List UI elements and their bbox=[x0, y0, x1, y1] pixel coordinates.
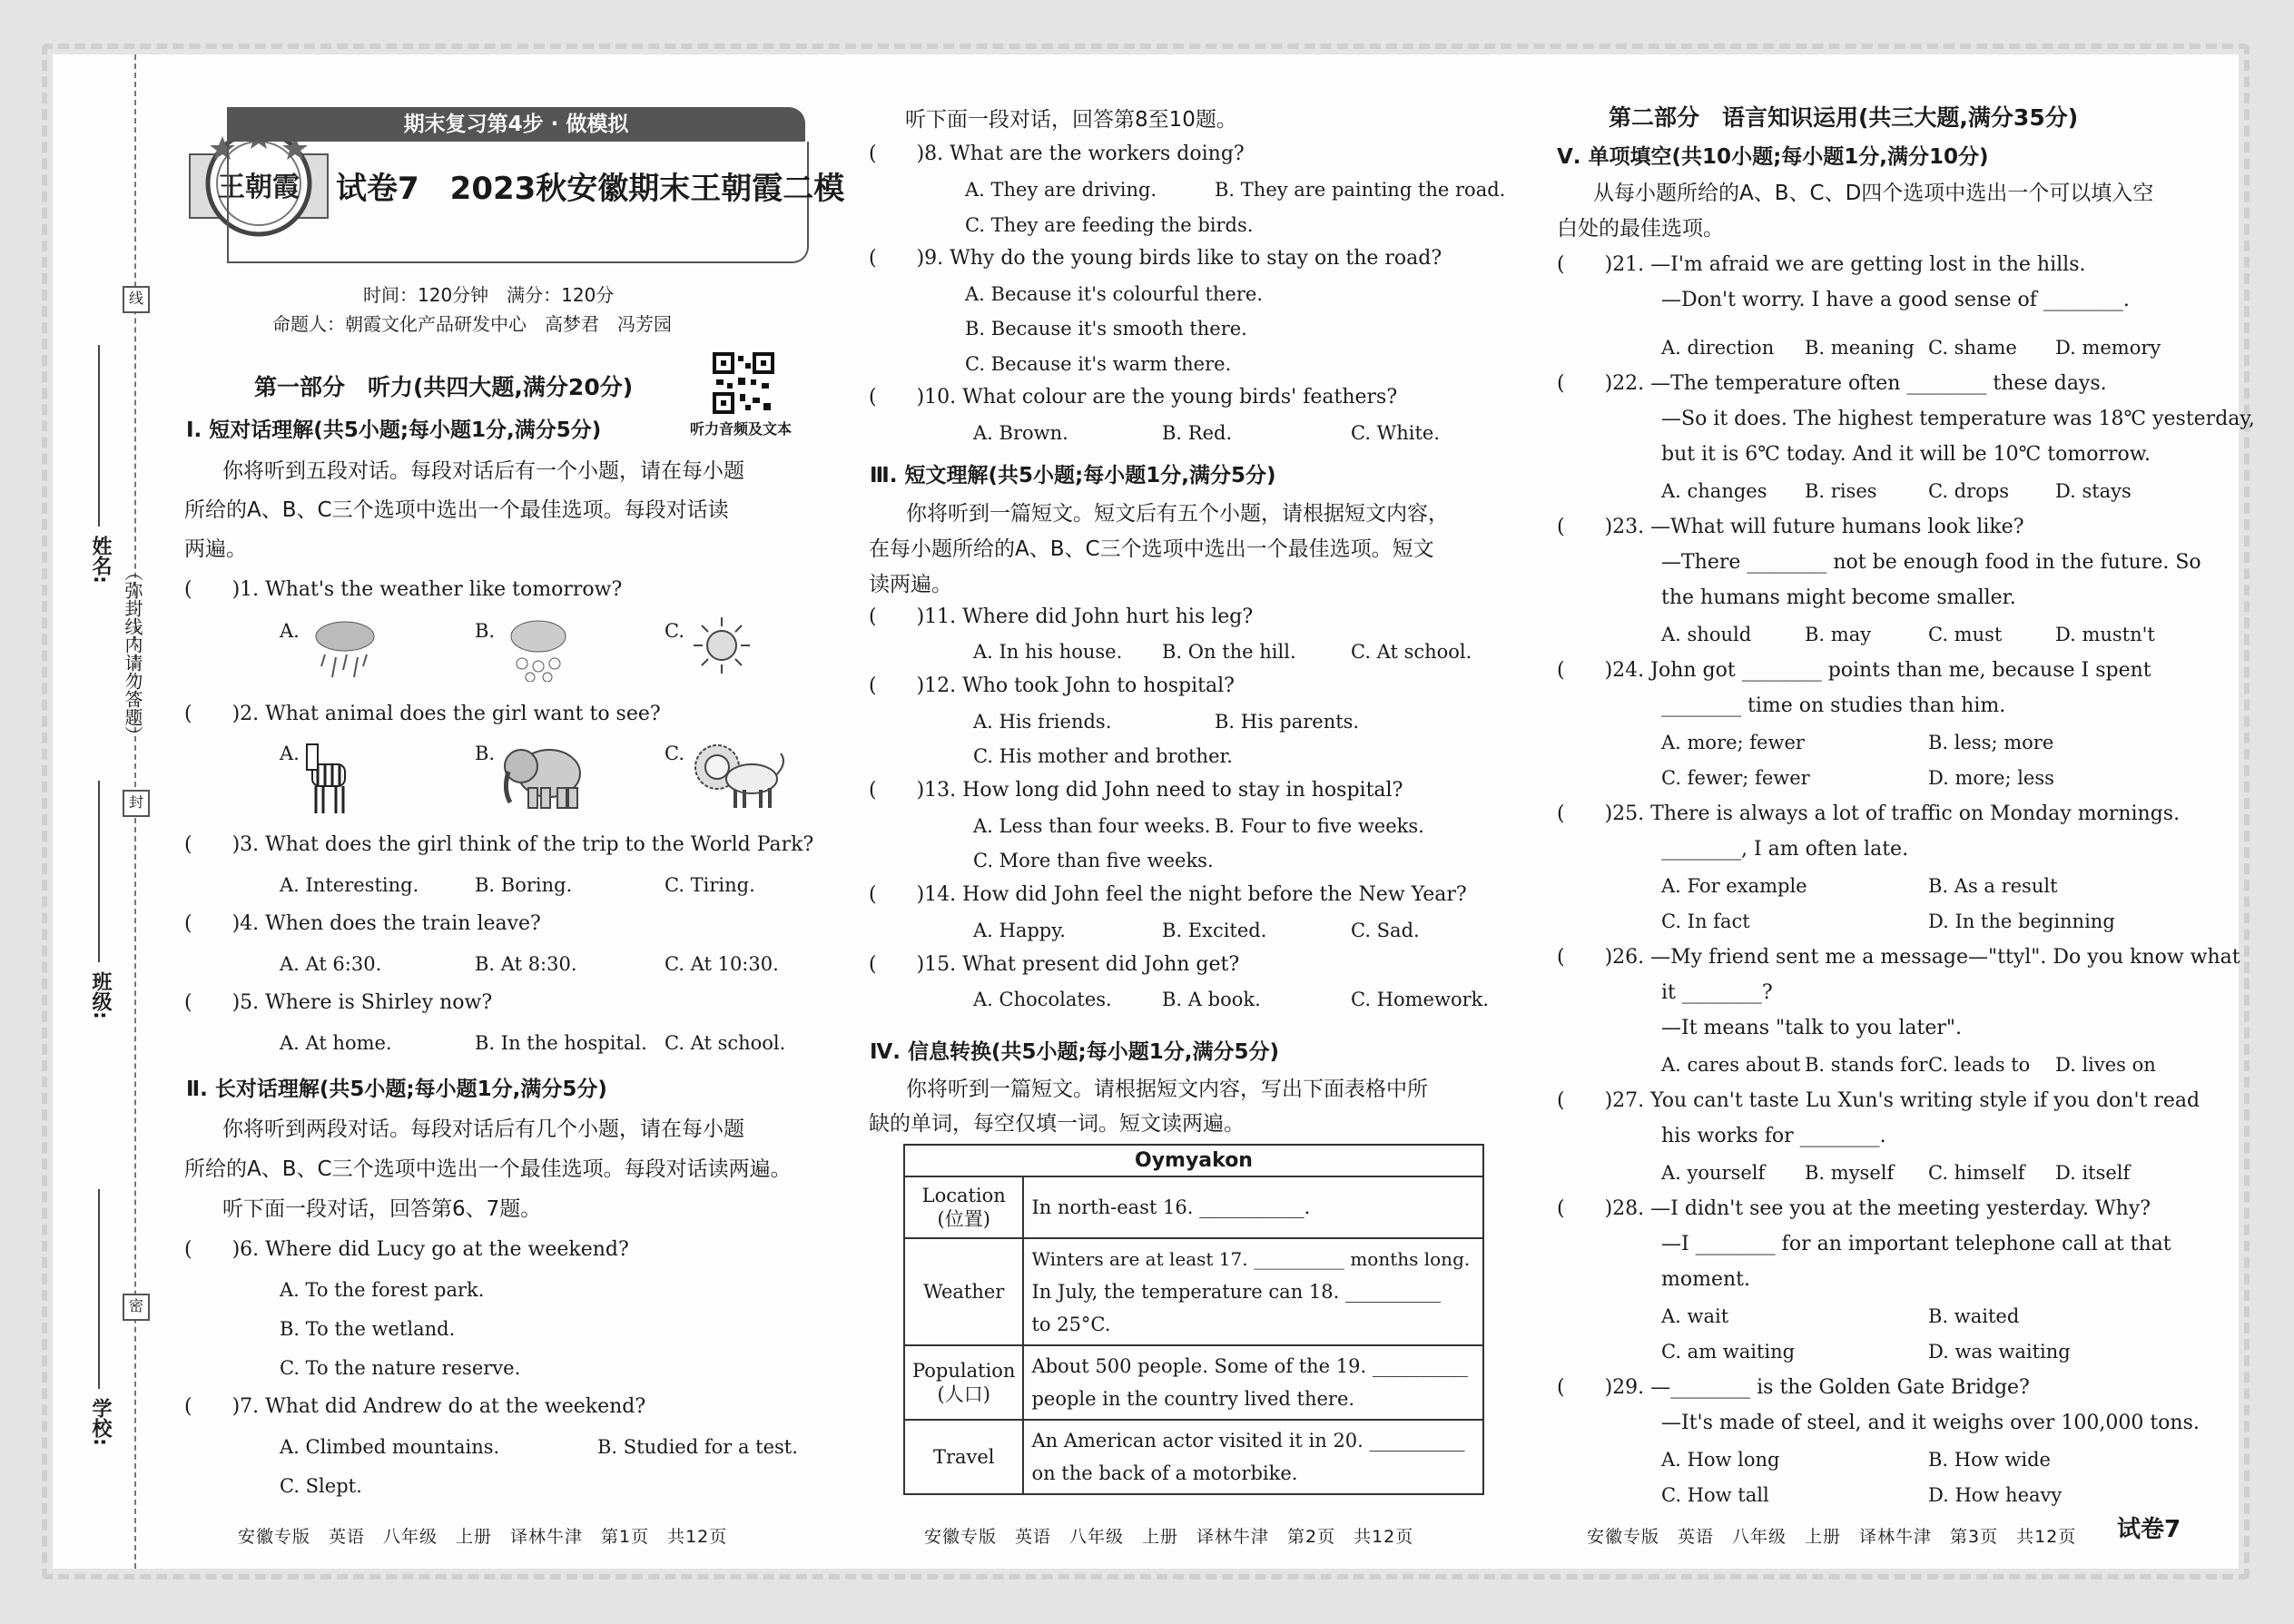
q26-option-a[interactable]: A. cares about bbox=[1661, 1054, 1801, 1076]
section3-instructions-2: 在每小题所给的A、B、C三个选项中选出一个最佳选项。短文 bbox=[869, 537, 1434, 561]
q2-option-b[interactable]: B. bbox=[475, 743, 496, 764]
binding-strip bbox=[82, 54, 145, 1569]
q6-option-b[interactable]: B. To the wetland. bbox=[280, 1318, 456, 1340]
section2-heading: Ⅱ. 长对话理解(共5小题;每小题1分,满分5分) bbox=[186, 1078, 607, 1101]
question-23: ( )23. —What will future humans look like? bbox=[1557, 516, 2024, 538]
q7-option-c[interactable]: C. Slept. bbox=[280, 1475, 362, 1497]
question-23-line-2: —There ________ not be enough food in the future. So bbox=[1661, 551, 2201, 574]
q23-option-d[interactable]: D. mustn't bbox=[2055, 624, 2155, 645]
question-11: ( )11. Where did John hurt his leg? bbox=[869, 605, 1254, 628]
q21-option-b[interactable]: B. meaning bbox=[1805, 337, 1915, 359]
q23-option-a[interactable]: A. should bbox=[1661, 624, 1752, 645]
part1-title: 第一部分 听力(共四大题,满分20分) bbox=[254, 374, 634, 400]
section4-instructions-2: 缺的单词，每空仅填一词。短文读两遍。 bbox=[869, 1112, 1245, 1136]
q28-option-d[interactable]: D. was waiting bbox=[1928, 1341, 2071, 1363]
q9-option-a[interactable]: A. Because it's colourful there. bbox=[965, 283, 1263, 305]
q14-option-a[interactable]: A. Happy. bbox=[973, 920, 1066, 941]
q22-option-d[interactable]: D. stays bbox=[2055, 480, 2132, 502]
q4-option-b[interactable]: B. At 8:30. bbox=[475, 953, 577, 975]
q14-option-c[interactable]: C. Sad. bbox=[1351, 920, 1420, 941]
q25-option-b[interactable]: B. As a result bbox=[1928, 875, 2058, 897]
section1-instructions-3: 两遍。 bbox=[184, 537, 247, 561]
q5-option-c[interactable]: C. At school. bbox=[665, 1032, 786, 1054]
q28-option-c[interactable]: C. am waiting bbox=[1661, 1341, 1796, 1363]
question-26-line-3: —It means "talk to you later". bbox=[1661, 1017, 1962, 1039]
q27-option-b[interactable]: B. myself bbox=[1805, 1162, 1895, 1184]
q24-option-d[interactable]: D. more; less bbox=[1928, 767, 2054, 789]
q14-option-b[interactable]: B. Excited. bbox=[1162, 920, 1267, 941]
svg-text:王朝霞: 王朝霞 bbox=[218, 172, 300, 203]
section1-instructions-1: 你将听到五段对话。每段对话后有一个小题，请在每小题 bbox=[222, 459, 744, 483]
q25-option-d[interactable]: D. In the beginning bbox=[1928, 910, 2115, 932]
q25-option-c[interactable]: C. In fact bbox=[1661, 910, 1750, 932]
page-footer-1: 安徽专版 英语 八年级 上册 译林牛津 第1页 共12页 bbox=[238, 1527, 728, 1547]
question-29-line-2: —It's made of steel, and it weighs over 100,000 tons. bbox=[1661, 1412, 2200, 1434]
lion-icon bbox=[690, 735, 790, 812]
q8-option-a[interactable]: A. They are driving. bbox=[965, 179, 1157, 201]
table-title: Oymyakon bbox=[904, 1145, 1483, 1176]
question-24: ( )24. John got ________ points than me, because I spent bbox=[1557, 659, 2151, 682]
question-25: ( )25. There is always a lot of traffic on Monday mornings. bbox=[1557, 802, 2181, 825]
question-25-line-2: ________, I am often late. bbox=[1661, 838, 1909, 861]
q23-option-b[interactable]: B. may bbox=[1805, 624, 1872, 645]
table-cell-location[interactable]: In north-east 16. ___________. bbox=[1023, 1176, 1483, 1238]
table-label-location: Location (位置) bbox=[904, 1176, 1023, 1238]
q29-option-b[interactable]: B. How wide bbox=[1928, 1449, 2051, 1471]
school-label: 学校: bbox=[89, 1398, 112, 1446]
dialogue-2-intro: 听下面一段对话，回答第8至10题。 bbox=[905, 108, 1237, 132]
table-cell-population[interactable]: About 500 people. Some of the 19. __________ people in the country lived there. bbox=[1023, 1345, 1483, 1420]
q15-option-b[interactable]: B. A book. bbox=[1162, 989, 1261, 1010]
section1-instructions-2: 所给的A、B、C三个选项中选出一个最佳选项。每段对话读 bbox=[184, 498, 729, 522]
q12-option-b[interactable]: B. His parents. bbox=[1215, 711, 1360, 733]
q1-option-b[interactable]: B. bbox=[475, 620, 496, 642]
table-label-weather: Weather bbox=[904, 1238, 1023, 1345]
question-22-line-3: but it is 6℃ today. And it will be 10℃ tomorrow. bbox=[1661, 443, 2151, 466]
q5-option-a[interactable]: A. At home. bbox=[280, 1032, 392, 1054]
q25-option-a[interactable]: A. For example bbox=[1661, 875, 1807, 897]
q28-option-b[interactable]: B. waited bbox=[1928, 1305, 2020, 1327]
q5-option-b[interactable]: B. In the hospital. bbox=[475, 1032, 647, 1054]
question-3: ( )3. What does the girl think of the trip to the World Park? bbox=[184, 833, 814, 856]
exam-title: 试卷7 2023秋安徽期末王朝霞二模 bbox=[336, 171, 845, 207]
class-field[interactable] bbox=[98, 781, 100, 962]
section4-instructions-1: 你将听到一篇短文。请根据短文内容，写出下面表格中所 bbox=[906, 1078, 1428, 1101]
review-step-badge: 期末复习第4步 · 做模拟 bbox=[227, 107, 805, 142]
qr-caption: 听力音频及文本 bbox=[690, 420, 793, 438]
q28-option-a[interactable]: A. wait bbox=[1661, 1305, 1729, 1327]
q21-option-a[interactable]: A. direction bbox=[1661, 337, 1775, 359]
question-26-line-2: it ________? bbox=[1661, 981, 1773, 1004]
part2-title: 第二部分 语言知识运用(共三大题,满分35分) bbox=[1609, 104, 2079, 131]
q8-option-b[interactable]: B. They are painting the road. bbox=[1215, 179, 1506, 201]
q4-option-c[interactable]: C. At 10:30. bbox=[665, 953, 779, 975]
question-5: ( )5. Where is Shirley now? bbox=[184, 991, 493, 1014]
seal-mark-2: 封 bbox=[123, 790, 150, 817]
q3-option-c[interactable]: C. Tiring. bbox=[665, 874, 755, 896]
q27-option-d[interactable]: D. itself bbox=[2055, 1162, 2131, 1184]
name-label: 姓名: bbox=[89, 536, 112, 584]
question-4: ( )4. When does the train leave? bbox=[184, 912, 541, 935]
q26-option-d[interactable]: D. lives on bbox=[2055, 1054, 2156, 1076]
section2-instructions-3: 听下面一段对话，回答第6、7题。 bbox=[222, 1197, 542, 1221]
q22-option-b[interactable]: B. rises bbox=[1805, 480, 1877, 502]
question-21: ( )21. —I'm afraid we are getting lost in the hills. bbox=[1557, 253, 2086, 276]
q10-option-c[interactable]: C. White. bbox=[1351, 422, 1441, 444]
q27-option-c[interactable]: C. himself bbox=[1928, 1162, 2025, 1184]
q11-option-a[interactable]: A. In his house. bbox=[973, 641, 1123, 663]
table-label-travel: Travel bbox=[904, 1420, 1023, 1494]
sun-icon bbox=[690, 614, 753, 677]
q9-option-b[interactable]: B. Because it's smooth there. bbox=[965, 318, 1247, 340]
q1-option-c[interactable]: C. bbox=[665, 620, 684, 642]
question-8: ( )8. What are the workers doing? bbox=[869, 143, 1245, 165]
question-27: ( )27. You can't taste Lu Xun's writing style if you don't read bbox=[1557, 1089, 2200, 1112]
zebra-icon bbox=[300, 737, 359, 817]
section1-heading: Ⅰ. 短对话理解(共5小题;每小题1分,满分5分) bbox=[186, 418, 602, 442]
q22-option-c[interactable]: C. drops bbox=[1928, 480, 2010, 502]
question-13: ( )13. How long did John need to stay in hospital? bbox=[869, 779, 1403, 802]
q13-option-b[interactable]: B. Four to five weeks. bbox=[1215, 815, 1424, 837]
q29-option-c[interactable]: C. How tall bbox=[1661, 1484, 1769, 1506]
q12-option-a[interactable]: A. His friends. bbox=[973, 711, 1112, 733]
q9-option-c[interactable]: C. Because it's warm there. bbox=[965, 353, 1232, 375]
q15-option-c[interactable]: C. Homework. bbox=[1351, 989, 1490, 1010]
q29-option-d[interactable]: D. How heavy bbox=[1928, 1484, 2063, 1506]
q13-option-c[interactable]: C. More than five weeks. bbox=[973, 850, 1214, 871]
q4-option-a[interactable]: A. At 6:30. bbox=[280, 953, 382, 975]
q24-option-a[interactable]: A. more; fewer bbox=[1661, 732, 1805, 753]
qr-code-icon[interactable] bbox=[713, 352, 774, 414]
section5-instructions-2: 白处的最佳选项。 bbox=[1557, 217, 1724, 241]
q6-option-a[interactable]: A. To the forest park. bbox=[280, 1279, 485, 1301]
q22-option-a[interactable]: A. changes bbox=[1661, 480, 1767, 502]
rain-cloud-icon bbox=[309, 614, 381, 682]
question-28-line-3: moment. bbox=[1661, 1268, 1750, 1291]
question-27-line-2: his works for ________. bbox=[1661, 1125, 1886, 1147]
question-15: ( )15. What present did John get? bbox=[869, 953, 1240, 976]
school-field[interactable] bbox=[98, 1189, 100, 1389]
exam-time-score: 时间：120分钟 满分：120分 bbox=[363, 284, 615, 306]
q27-option-a[interactable]: A. yourself bbox=[1661, 1162, 1766, 1184]
q26-option-b[interactable]: B. stands for bbox=[1805, 1054, 1928, 1076]
question-12: ( )12. Who took John to hospital? bbox=[869, 674, 1235, 697]
section2-instructions-1: 你将听到两段对话。每段对话后有几个小题，请在每小题 bbox=[222, 1117, 744, 1141]
question-6: ( )6. Where did Lucy go at the weekend? bbox=[184, 1238, 629, 1261]
q15-option-a[interactable]: A. Chocolates. bbox=[973, 989, 1112, 1010]
section5-instructions-1: 从每小题所给的A、B、C、D四个选项中选出一个可以填入空 bbox=[1593, 182, 2154, 205]
q26-option-c[interactable]: C. leads to bbox=[1928, 1054, 2031, 1076]
question-2: ( )2. What animal does the girl want to see? bbox=[184, 703, 661, 725]
q12-option-c[interactable]: C. His mother and brother. bbox=[973, 745, 1233, 767]
q24-option-c[interactable]: C. fewer; fewer bbox=[1661, 767, 1810, 789]
q23-option-c[interactable]: C. must bbox=[1928, 624, 2003, 645]
q2-option-a[interactable]: A. bbox=[280, 743, 300, 764]
question-24-line-2: ________ time on studies than him. bbox=[1661, 694, 2006, 717]
q7-option-b[interactable]: B. Studied for a test. bbox=[597, 1436, 798, 1458]
section3-instructions-1: 你将听到一篇短文。短文后有五个小题，请根据短文内容， bbox=[906, 502, 1449, 526]
q13-option-a[interactable]: A. Less than four weeks. bbox=[973, 815, 1211, 837]
elephant-icon bbox=[499, 735, 590, 812]
q21-option-c[interactable]: C. shame bbox=[1928, 337, 2017, 359]
snow-cloud-icon bbox=[502, 614, 575, 682]
question-14: ( )14. How did John feel the night before the New Year? bbox=[869, 883, 1467, 906]
seal-mark-3: 密 bbox=[123, 1294, 150, 1321]
q1-option-a[interactable]: A. bbox=[280, 620, 300, 642]
q29-option-a[interactable]: A. How long bbox=[1661, 1449, 1780, 1471]
question-28: ( )28. —I didn't see you at the meeting yesterday. Why? bbox=[1557, 1197, 2151, 1220]
exam-authors: 命题人：朝霞文化产品研发中心 高梦君 冯芳园 bbox=[272, 313, 672, 335]
section2-instructions-2: 所给的A、B、C三个选项中选出一个最佳选项。每段对话读两遍。 bbox=[184, 1157, 792, 1181]
q8-option-c[interactable]: C. They are feeding the birds. bbox=[965, 214, 1254, 236]
question-21-line-2: —Don't worry. I have a good sense of ________. bbox=[1661, 289, 2130, 311]
q3-option-a[interactable]: A. Interesting. bbox=[280, 874, 419, 896]
q2-option-c[interactable]: C. bbox=[665, 743, 684, 764]
q10-option-a[interactable]: A. Brown. bbox=[973, 422, 1068, 444]
seal-mark-1: 线 bbox=[123, 286, 150, 313]
section5-heading: Ⅴ. 单项填空(共10小题;每小题1分,满分10分) bbox=[1557, 145, 1989, 169]
q11-option-c[interactable]: C. At school. bbox=[1351, 641, 1472, 663]
q3-option-b[interactable]: B. Boring. bbox=[475, 874, 573, 896]
information-table bbox=[903, 1144, 1484, 1495]
section3-heading: Ⅲ. 短文理解(共5小题;每小题1分,满分5分) bbox=[870, 464, 1276, 487]
q24-option-b[interactable]: B. less; more bbox=[1928, 732, 2054, 753]
question-22: ( )22. —The temperature often ________ these days. bbox=[1557, 372, 2107, 395]
table-cell-travel[interactable]: An American actor visited it in 20. __________ on the back of a motorbike. bbox=[1023, 1420, 1483, 1494]
page-footer-3: 安徽专版 英语 八年级 上册 译林牛津 第3页 共12页 bbox=[1587, 1527, 2077, 1547]
question-26: ( )26. —My friend sent me a message—"ttyl". Do you know what bbox=[1557, 946, 2240, 969]
table-label-population: Population (人口) bbox=[904, 1345, 1023, 1420]
q7-option-a[interactable]: A. Climbed mountains. bbox=[280, 1436, 500, 1458]
question-23-line-3: the humans might become smaller. bbox=[1661, 586, 2016, 609]
question-7: ( )7. What did Andrew do at the weekend? bbox=[184, 1395, 646, 1418]
name-field[interactable] bbox=[98, 345, 100, 527]
question-28-line-2: —I ________ for an important telephone call at that bbox=[1661, 1233, 2171, 1255]
table-cell-weather[interactable]: Winters are at least 17. __________ months long. In July, the temperature can 18. __________ to 25°C. bbox=[1023, 1238, 1483, 1345]
section3-instructions-3: 读两遍。 bbox=[869, 573, 952, 596]
question-1: ( )1. What's the weather like tomorrow? bbox=[184, 578, 623, 601]
q11-option-b[interactable]: B. On the hill. bbox=[1162, 641, 1296, 663]
paper-number: 试卷7 bbox=[2117, 1516, 2181, 1543]
q6-option-c[interactable]: C. To the nature reserve. bbox=[280, 1357, 521, 1379]
question-29: ( )29. —________ is the Golden Gate Bridge? bbox=[1557, 1376, 2030, 1399]
section4-heading: Ⅳ. 信息转换(共5小题;每小题1分,满分5分) bbox=[870, 1040, 1279, 1064]
q10-option-b[interactable]: B. Red. bbox=[1162, 422, 1233, 444]
question-9: ( )9. Why do the young birds like to stay on the road? bbox=[869, 247, 1442, 270]
question-10: ( )10. What colour are the young birds' feathers? bbox=[869, 386, 1398, 408]
page-footer-2: 安徽专版 英语 八年级 上册 译林牛津 第2页 共12页 bbox=[924, 1527, 1414, 1547]
binding-notice: （弥封线内请勿答题） bbox=[122, 563, 143, 744]
class-label: 班级: bbox=[89, 971, 112, 1019]
question-22-line-2: —So it does. The highest temperature was 18℃ yesterday, bbox=[1661, 408, 2255, 430]
q21-option-d[interactable]: D. memory bbox=[2055, 337, 2161, 359]
